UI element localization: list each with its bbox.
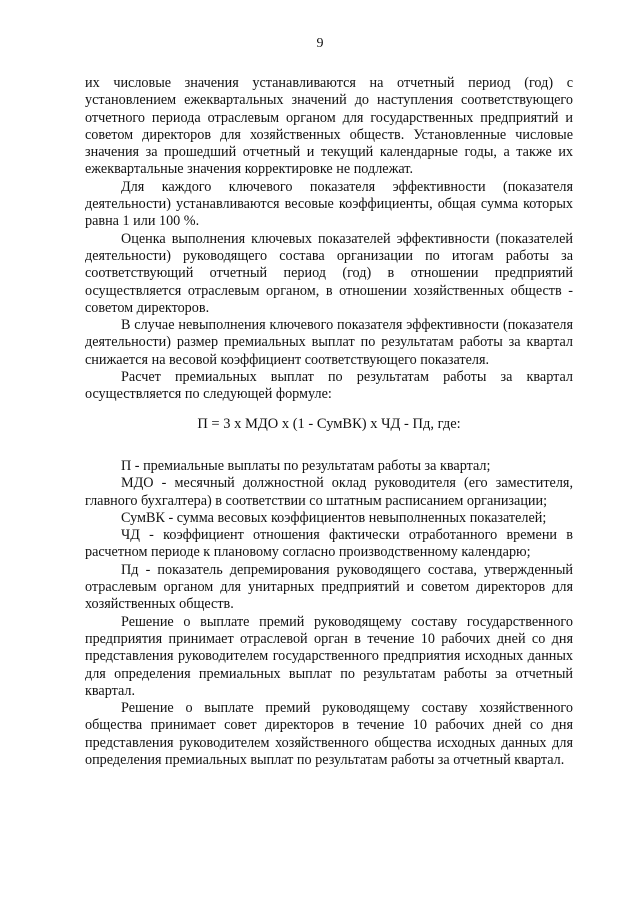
paragraph-continuation: их числовые значения устанавливаются на отчетный период (год) с установлением ежеквартальных значений до наступления соответствующего отчетного периода отраслевым органом для государственных предприятий и советом директоров для хозяйственных обществ. Установленные числовые значения за прошедший отчетный и текущий календарные годы, а также их ежеквартальные значения корректировке не подлежат. xyxy=(85,75,573,178)
paragraph-assessment: Оценка выполнения ключевых показателей эффективности (показателей деятельности) руководящего состава организации по итогам работы за соответствующий отчетный период (год) в отношении предприятий осуществляется отраслевым органом, в отношении хозяйственных обществ - советом директоров. xyxy=(85,230,573,316)
definition-p: П - премиальные выплаты по результатам работы за квартал; xyxy=(121,457,491,474)
formula: П = 3 х МДО х (1 - СумВК) х ЧД - Пд, где: xyxy=(197,415,461,432)
paragraph-non-fulfillment: В случае невыполнения ключевого показателя эффективности (показателя деятельности) размер премиальных выплат по результатам работы за квартал снижается на весовой коэффициент соответствующего показателя. xyxy=(85,317,573,368)
definition-mdo: МДО - месячный должностной оклад руководителя (его заместителя, главного бухгалтера) в соответствии со штатным расписанием организации; xyxy=(85,475,573,509)
paragraph-state-enterprise-decision: Решение о выплате премий руководящему составу государственного предприятия принимает отраслевой орган в течение 10 рабочих дней со дня представления руководителем государственного предприятия исходных данных для определения премиальных выплат по результатам работы за отчетный квартал. xyxy=(85,613,573,699)
paragraph-company-decision: Решение о выплате премий руководящему составу хозяйственного общества принимает совет директоров в течение 10 рабочих дней со дня представления руководителем хозяйственного общества исходных данных для определения премиальных выплат по результатам работы за отчетный квартал. xyxy=(85,700,573,768)
document-body xyxy=(85,75,573,769)
page-number: 9 xyxy=(316,36,324,51)
definition-sumvk: СумВК - сумма весовых коэффициентов невыполненных показателей; xyxy=(121,509,547,526)
definition-pd: Пд - показатель депремирования руководящего состава, утвержденный отраслевым органом для унитарных предприятий и советом директоров для хозяйственных обществ. xyxy=(85,561,573,613)
definition-chd: ЧД - коэффициент отношения фактически отработанного времени в расчетном периоде к плановому согласно производственному календарю; xyxy=(85,527,573,561)
paragraph-weight-coefficients: Для каждого ключевого показателя эффективности (показателя деятельности) устанавливаются весовые коэффициенты, общая сумма которых равна 1 или 100 %. xyxy=(85,178,573,230)
paragraph-calculation: Расчет премиальных выплат по результатам работы за квартал осуществляется по следующей формуле: xyxy=(85,369,573,403)
